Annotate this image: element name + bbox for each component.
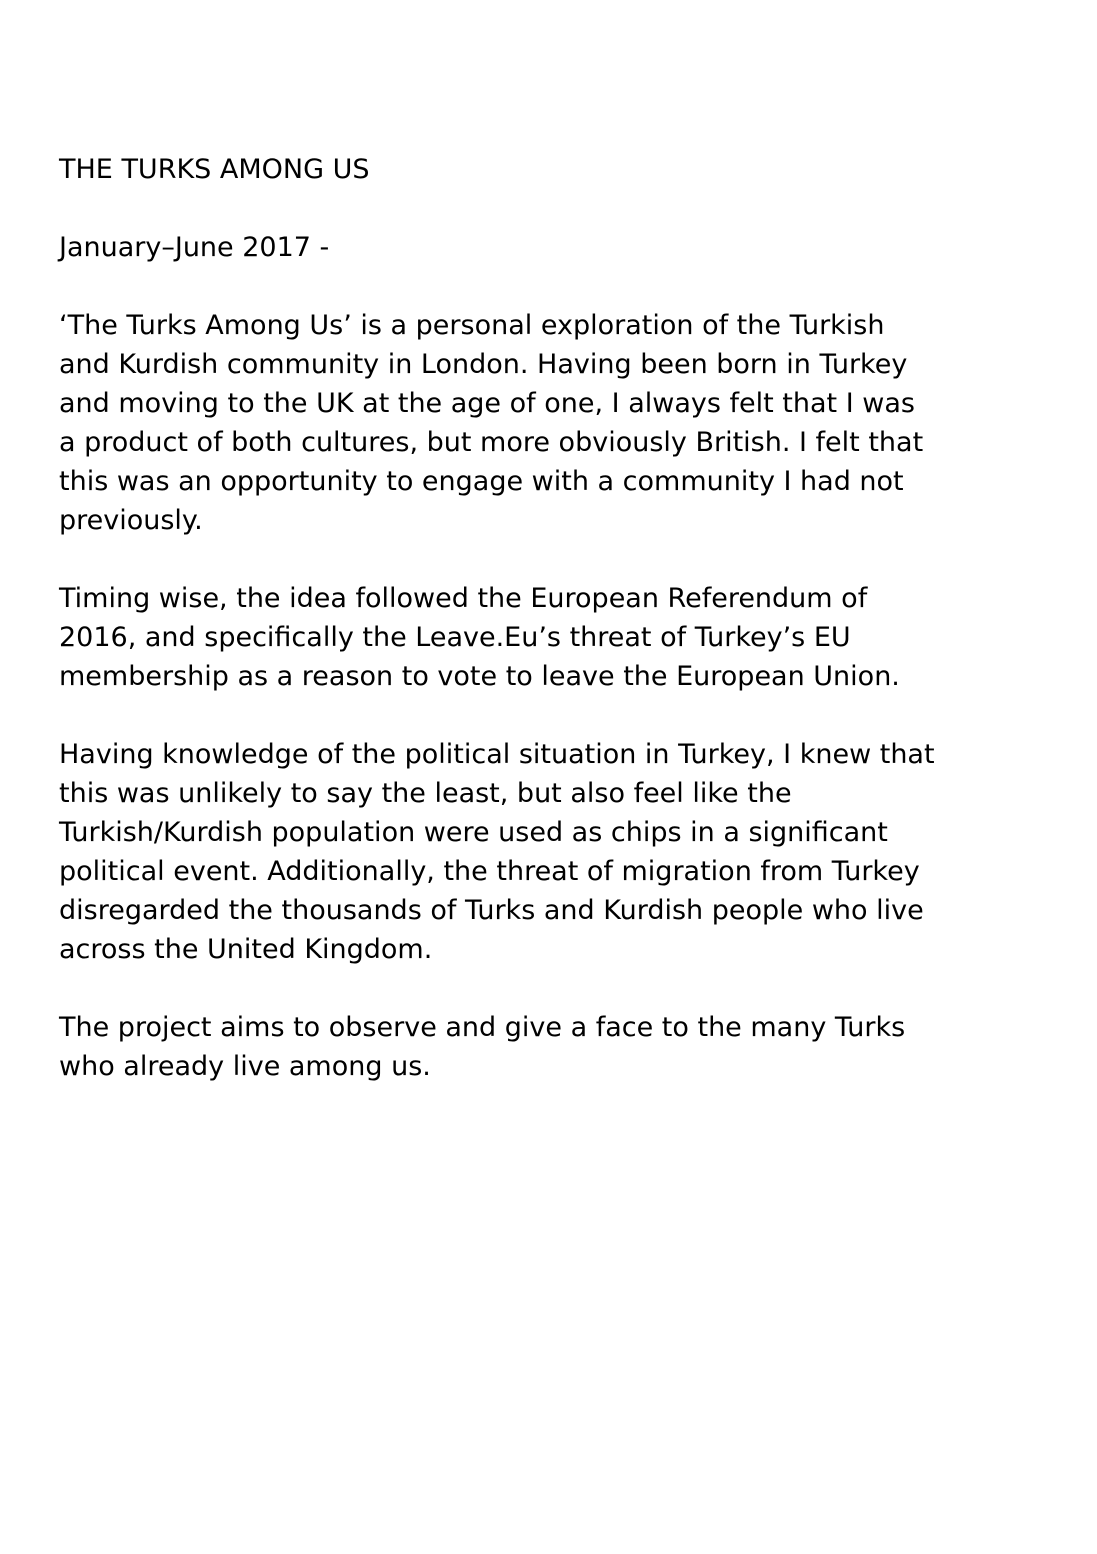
paragraph-line: Turkish/Kurdish population were used as chips in a significant xyxy=(59,817,888,848)
paragraph-line: and Kurdish community in London. Having been born in Turkey xyxy=(59,349,908,380)
paragraph-timing xyxy=(59,579,939,696)
paragraph-line: this was unlikely to say the least, but also feel like the xyxy=(59,778,792,809)
paragraph-line: a product of both cultures, but more obviously British. I felt that xyxy=(59,427,924,458)
paragraph-project-aim xyxy=(59,1008,939,1086)
paragraph-introduction xyxy=(59,306,939,540)
paragraph-line: disregarded the thousands of Turks and Kurdish people who live xyxy=(59,895,924,926)
paragraph-line: who already live among us. xyxy=(59,1051,431,1082)
document-body xyxy=(59,150,939,1125)
paragraph-political-context xyxy=(59,735,939,969)
paragraph-line: and moving to the UK at the age of one, I always felt that I was xyxy=(59,388,915,419)
paragraph-line: political event. Additionally, the threat of migration from Turkey xyxy=(59,856,920,887)
paragraph-line: across the United Kingdom. xyxy=(59,934,433,965)
paragraph-line: this was an opportunity to engage with a community I had not xyxy=(59,466,904,497)
document-dates-block xyxy=(59,228,939,267)
paragraph-line: 2016, and specifically the Leave.Eu’s threat of Turkey’s EU xyxy=(59,622,851,653)
paragraph-line: Timing wise, the idea followed the European Referendum of xyxy=(59,583,868,614)
document-title: THE TURKS AMONG US xyxy=(59,154,370,185)
document-dates: January–June 2017 - xyxy=(59,232,330,263)
paragraph-line: ‘The Turks Among Us’ is a personal exploration of the Turkish xyxy=(59,310,885,341)
paragraph-line: The project aims to observe and give a face to the many Turks xyxy=(59,1012,906,1043)
document-title-block xyxy=(59,150,939,189)
paragraph-line: membership as a reason to vote to leave the European Union. xyxy=(59,661,900,692)
paragraph-line: previously. xyxy=(59,505,203,536)
paragraph-line: Having knowledge of the political situation in Turkey, I knew that xyxy=(59,739,935,770)
